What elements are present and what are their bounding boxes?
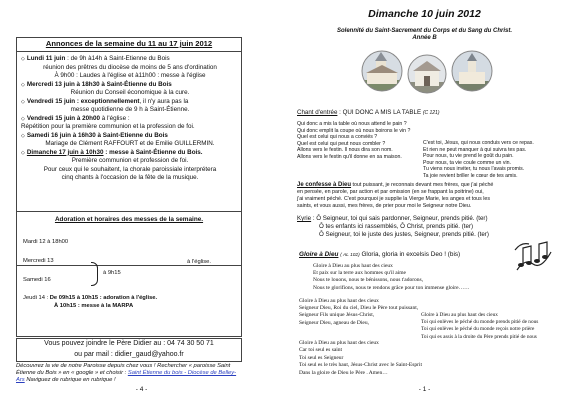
schedule-place: à l'église. — [187, 259, 211, 265]
announcement-item: Pour ceux qui le souhaitent, la chorale paroissiale interprétera — [43, 165, 217, 173]
announcement-item: ◇ Dimanche 17 juin à 10h30 : messe à Saint-Étienne du Bois. — [21, 148, 203, 156]
schedule-header: Adoration et horaires des messes de la semaine. — [54, 216, 204, 223]
contact-box — [16, 338, 242, 362]
announcement-item: ◇ Mercredi 13 juin à 18h30 à Saint-Étienne du Bois — [21, 80, 172, 88]
announcement-item: Répétition pour la première communion et la profession de foi. — [21, 123, 195, 130]
page-subtitle: Solennité du Saint-Sacrement du Corps et du Sang du Christ. Année B — [336, 28, 513, 41]
schedule-mercredi: Mercredi 13 — [23, 258, 54, 264]
church-photo-center — [407, 54, 447, 94]
brace — [91, 262, 98, 286]
chant-entree-verse-left: Qui donc a mis la table où nous attend le pain ? Qui donc emplit la coupe où nous boirons le vin ? Quel est celui qui nous a conviés ? Quel est celui qui peut nous combler ? Allons vers le festin. Il nous dira son nom. Allons vers le festin qu'il donne en sa maison. — [297, 121, 411, 160]
right-page — [283, 0, 566, 400]
page-number-right: - 1 - — [418, 386, 431, 393]
announcement-item: ◇ Lundi 11 juin : de 9h à14h à Saint-Etienne du Bois — [21, 55, 170, 62]
church-photo-right — [451, 50, 493, 92]
contact-phone: Vous pouvez joindre le Père Didier au : 04 74 30 50 71 — [44, 340, 214, 347]
church-photo-left — [361, 50, 403, 92]
schedule-mardi: Mardi 12 à 18h00 — [23, 239, 69, 245]
gloria-verse-3: Gloire à Dieu au plus haut des cieux Car toi seul es saint Toi seul es Seigneur Toi seul es le très haut, Jésus-Christ avec le Saint-Esprit Dans la gloire de Dieu le Père . Amen… — [299, 340, 423, 376]
page-title: Dimanche 10 juin 2012 — [368, 8, 481, 20]
announcement-item: ◇ Vendredi 15 juin à 20h00 à l'église : — [21, 114, 130, 122]
schedule-samedi: Samedi 16 — [23, 277, 51, 283]
announcement-item: Réunion du Conseil économique à la cure. — [70, 89, 190, 96]
schedule-jeudi-mass: À 10h15 : messe à la MARPA — [54, 303, 134, 309]
schedule-box — [16, 211, 242, 337]
announcement-item: cinq chants à l'occasion de la fête de la musique. — [61, 174, 199, 181]
gloria-heading: Gloire à Dieu ( AL 102) Gloria, gloria in excelsis Deo ! (bis) — [299, 251, 461, 258]
schedule-jeudi: Jeudi 14 : De 09h15 à 10h15 : adoration à l'église. — [23, 295, 158, 301]
chant-entree-heading: Chant d'entrée : QUI DONC A MIS LA TABLE (C 121) — [297, 109, 440, 116]
kyrie-text: Kyrie : Ô Seigneur, toi qui sais pardonner, Seigneur, prends pitié. (ter) Ô tes enfants ici rassemblés, Ô Christ, prends pitié. (ter) Ô Seigneur, toi le juste des justes, Seigneur, prends pitié. (ter) — [297, 215, 489, 238]
announcement-item: réunion des prêtres du diocèse de moins de 5 ans d'ordination — [43, 63, 217, 71]
chant-entree-verse-right: C'est toi, Jésus, qui nous conduis vers ce repas. Et rien ne peut manquer à qui suivra tes pas. Pour nous, tu vie prend le goût du pain. Pour nous, ta vie coule comme un vin. Tu viens nous inviter, tu nous l'avais promis. Ta joie revient briller le cœur de tes amis. — [423, 140, 534, 179]
gloria-verse-1: Gloire à Dieu au plus haut des cieux Et paix sur la terre aux hommes qu'il aime Nous te louons, nous te bénissons, nous t'adorons, Nous te glorifions, nous te rendons grâce pour ton immense gloire…… — [313, 263, 470, 291]
announcement-item: Mariage de Clément RAFFOURT et de Emilie GUILLERMIN. — [45, 140, 215, 147]
gloria-verse-2-right: Gloire à Dieu au plus haut des cieux Toi qui enlèves le péché du monde prends pitié de nous Toi qui enlèves le péché du monde reçois notre prière Toi qui es assis à la droite du Père prends pitié de nous — [421, 312, 539, 340]
confiteor-text: Je confesse à Dieu tout puissant, je reconnais devant mes frères, que j'ai péché en pensée, en parole, par action et par omission (en se frappant la poitrine) oui, j'ai vraiment péché. C'est pourquoi je supplie la Vierge Marie, les anges et tous les saints, et vous aussi, mes frères, de prier pour moi le Seigneur notre Dieu. — [297, 182, 494, 209]
announcement-item: ◇ Samedi 16 juin à 16h30 à Saint-Etienne du Bois — [21, 131, 168, 139]
page-number-left: - 4 - — [135, 386, 148, 393]
gloria-verse-2-left: Gloire à Dieu au plus haut des cieux Seigneur Dieu, Roi du ciel, Dieu le Père tout puissant, Seigneur Fils unique Jésus-Christ, Seigneur Dieu, agneau de Dieu, — [299, 298, 419, 326]
contact-email: ou par mail : didier_gaud@yahoo.fr — [74, 350, 184, 358]
schedule-time: à 9h15 — [103, 270, 121, 276]
footer-note: Découvrez la vie de notre Paroisse depuis chez vous ! Rechercher « paroisse Saint Étienne du Bois » en « google » et choisir : Saint Étienne du bois - Diocèse de Belley-Ars Naviguez de rubrique en rubrique ! — [16, 363, 237, 383]
announcements-header: Annonces de la semaine du 11 au 17 juin 2012 — [45, 39, 213, 48]
parish-website-link[interactable]: Saint Étienne du bois - Diocèse de Belley-Ars — [16, 370, 237, 383]
announcement-item: Première communion et profession de foi. — [71, 157, 189, 164]
announcement-item: À 9h00 : Laudes à l'église et à11h00 : messe à l'église — [54, 72, 206, 79]
music-notes-drawing — [511, 238, 559, 278]
announcement-item: messe quotidienne de 9 h à Saint-Étienne. — [70, 106, 190, 113]
announcement-item: ◇ Vendredi 15 juin : exceptionnellement, il n'y aura pas la — [21, 97, 189, 105]
